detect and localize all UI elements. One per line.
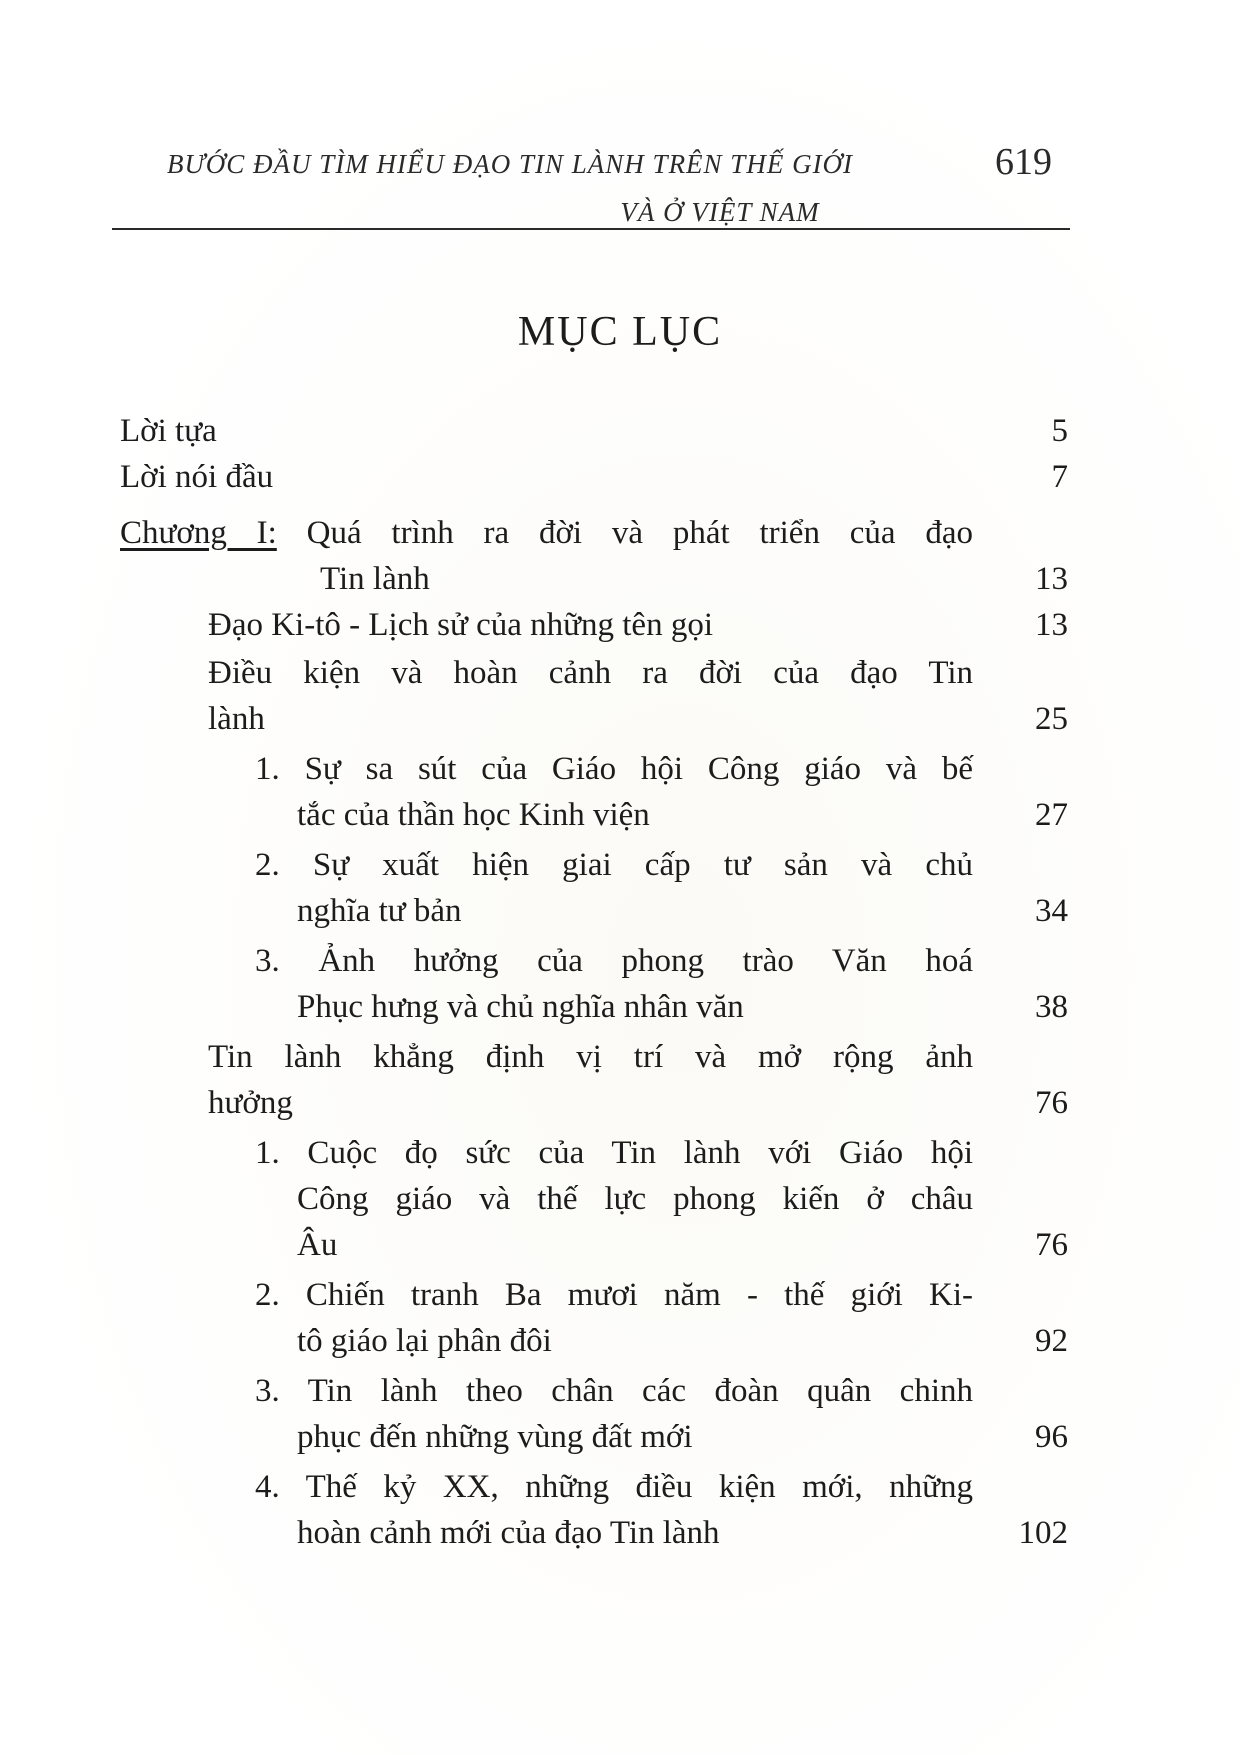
toc-entry-text: Tin lành [320,561,430,597]
toc-page-number: 5 [1051,413,1068,449]
toc-entry-text: Phục hưng và chủ nghĩa nhân văn [297,989,744,1025]
toc-entry[interactable] [120,510,1068,602]
toc-entry-text: Quá trình ra đời và phát triển của đạo [276,515,973,551]
toc-entry[interactable] [255,1464,1068,1556]
toc-page-number: 76 [1035,1227,1068,1263]
toc-entry[interactable] [208,650,1068,742]
toc-entry-text: tắc của thần học Kinh viện [297,797,650,833]
toc-entry-text: 2. Sự xuất hiện giai cấp tư sản và chủ [255,847,973,883]
toc-entry-text: 2. Chiến tranh Ba mươi năm - thế giới Ki- [255,1277,973,1313]
toc-entry-text: Công giáo và thế lực phong kiến ở châu [297,1181,973,1217]
toc-entry-text: Điều kiện và hoàn cảnh ra đời của đạo Tin [208,655,973,691]
toc-entry[interactable] [255,842,1068,934]
toc-entry[interactable] [255,746,1068,838]
toc-page-number: 27 [1035,797,1068,833]
toc-entry[interactable] [255,1272,1068,1364]
toc-page-number: 76 [1035,1085,1068,1121]
toc-entry-text: 1. Sự sa sút của Giáo hội Công giáo và bế [255,751,973,787]
toc-page-number: 102 [1018,1515,1068,1551]
toc-entry-text: nghĩa tư bản [297,893,462,929]
toc-title: MỤC LỤC [517,309,723,355]
toc-entry[interactable] [208,1034,1068,1126]
toc-page-number: 96 [1035,1419,1068,1455]
toc-entry-text: Lời nói đầu [120,459,274,495]
running-head [110,140,910,236]
toc-entry-text: tô giáo lại phân đôi [297,1323,552,1359]
toc-entry-text: 1. Cuộc đọ sức của Tin lành với Giáo hội [255,1135,973,1171]
toc-page-number: 92 [1035,1323,1068,1359]
toc-entry[interactable] [120,408,1068,454]
toc-entry[interactable] [208,602,1068,648]
toc-entry-text: Đạo Ki-tô - Lịch sử của những tên gọi [208,607,713,643]
toc-entry-text: lành [208,701,265,737]
toc-entry-text: Tin lành khẳng định vị trí và mở rộng ảnh [208,1039,973,1075]
toc-entry-text: 4. Thế kỷ XX, những điều kiện mới, những [255,1469,973,1505]
toc-entry-text: hoàn cảnh mới của đạo Tin lành [297,1515,720,1551]
toc-page-number: 7 [1051,459,1068,495]
toc-entry-text: hưởng [208,1085,293,1121]
toc-page-number: 34 [1035,893,1068,929]
toc-page-number: 25 [1035,701,1068,737]
toc-entry-text: 3. Ảnh hưởng của phong trào Văn hoá [255,943,973,979]
toc-entry-line [120,510,973,556]
toc-entry-text: phục đến những vùng đất mới [297,1419,693,1455]
toc-entry[interactable] [255,1368,1068,1460]
page-number: 619 [995,141,1052,183]
toc-page-number: 13 [1035,561,1068,597]
chapter-label: Chương I: [120,515,277,551]
toc-page-number: 38 [1035,989,1068,1025]
toc-entry-text: Âu [297,1227,338,1263]
running-head-line-1: BƯỚC ĐẦU TÌM HIỂU ĐẠO TIN LÀNH TRÊN THẾ GIỚI [166,149,854,179]
toc-entry[interactable] [120,454,1068,500]
toc-page-number: 13 [1035,607,1068,643]
toc-entry[interactable] [255,938,1068,1030]
toc-entry-text: Lời tựa [120,413,217,449]
header-rule [112,228,1070,230]
toc-entry-text: 3. Tin lành theo chân các đoàn quân chinh [255,1373,973,1409]
running-head-line-2: VÀ Ở VIỆT NAM [620,197,820,227]
toc-entry[interactable] [255,1130,1068,1268]
